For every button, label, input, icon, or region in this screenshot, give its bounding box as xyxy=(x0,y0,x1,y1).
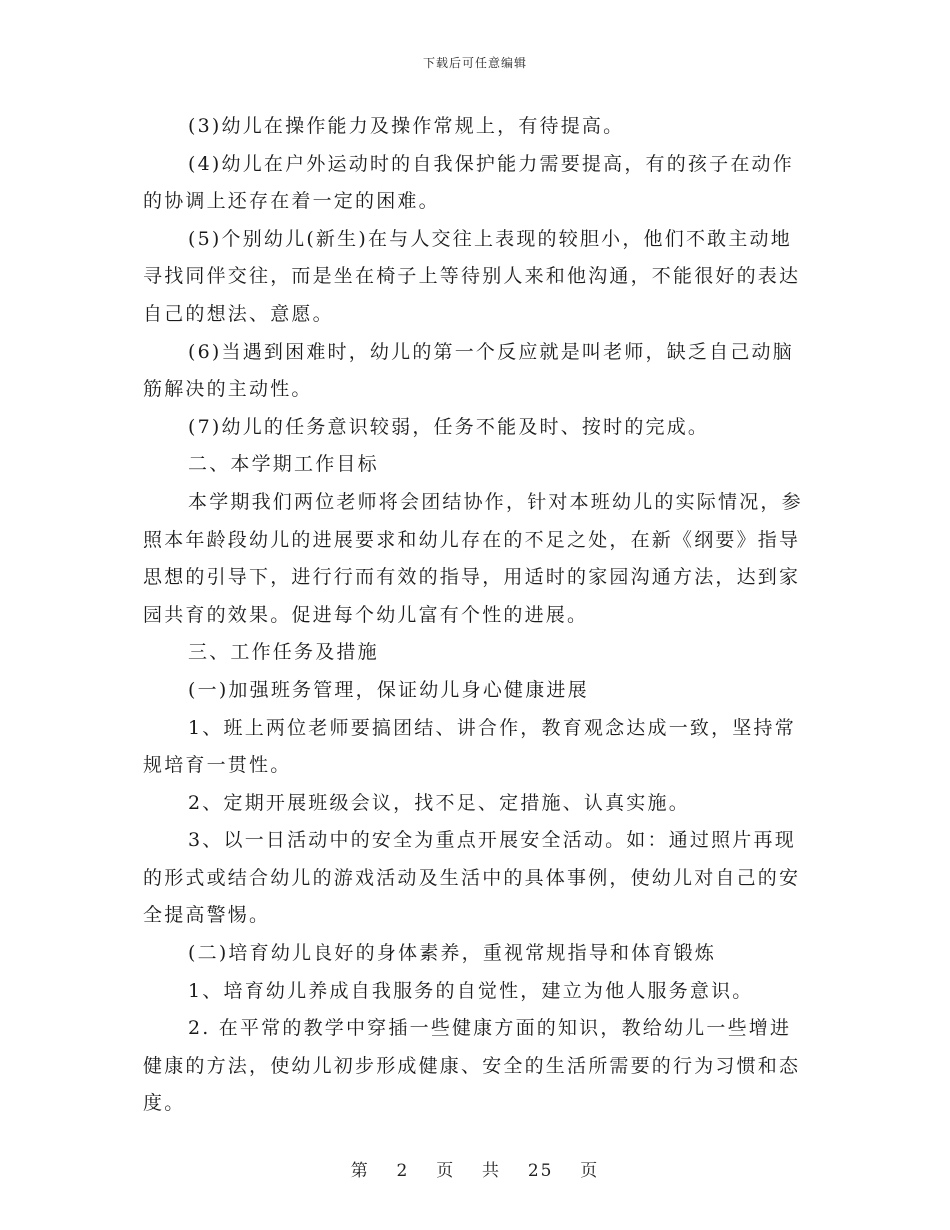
footer-total-word: 共 xyxy=(482,1161,501,1181)
page-footer xyxy=(0,1156,950,1181)
section-heading: 三、工作任务及措施 xyxy=(188,641,379,664)
page-header: 下载后可任意编辑 xyxy=(422,56,527,70)
current-page-number: 2 xyxy=(396,1161,410,1181)
paragraph: (4)幼儿在户外运动时的自我保护能力需要提高，有的孩子在动作的协调上还存在着一定的困难。 xyxy=(143,152,794,213)
subsection-heading: (二)培育幼儿良好的身体素养，重视常规指导和体育锻炼 xyxy=(188,942,717,965)
paragraph: (3)幼儿在操作能力及操作常规上，有待提高。 xyxy=(188,115,625,137)
paragraph: 2. 在平常的教学中穿插一些健康方面的知识，教给幼儿一些增进健康的方法，使幼儿初步形成健康、安全的生活所需要的行为习惯和态度。 xyxy=(143,1017,801,1115)
paragraph: (5)个别幼儿(新生)在与人交往上表现的较胆小，他们不敢主动地寻找同伴交往，而是坐在椅子上等待别人来和他沟通，不能很好的表达自己的想法、意愿。 xyxy=(143,227,801,325)
subsection-heading: (一)加强班务管理，保证幼儿身心健康进展 xyxy=(188,678,589,701)
footer-page-word: 页 xyxy=(436,1161,456,1181)
paragraph: 3、以一日活动中的安全为重点开展安全活动。如：通过照片再现的形式或结合幼儿的游戏活动及生活中的具体事例，使幼儿对自己的安全提高警惕。 xyxy=(143,829,801,927)
footer-prefix: 第 xyxy=(350,1161,370,1181)
paragraph: 本学期我们两位老师将会团结协作，针对本班幼儿的实际情况，参照本年龄段幼儿的进展要求和幼儿存在的不足之处，在新《纲要》指导思想的引导下，进行行而有效的指导，用适时的家园沟通方法，达到家园共育的效果。促进每个幼儿富有个性的进展。 xyxy=(143,490,803,626)
total-pages-number: 25 xyxy=(527,1161,554,1181)
footer-suffix: 页 xyxy=(580,1161,600,1181)
section-heading: 二、本学期工作目标 xyxy=(188,453,379,476)
paragraph: 1、培育幼儿养成自我服务的自觉性，建立为他人服务意识。 xyxy=(188,979,754,1002)
paragraph: 2、定期开展班级会议，找不足、定措施、认真实施。 xyxy=(188,791,690,814)
document-body xyxy=(143,108,808,1123)
paragraph: 1、班上两位老师要搞团结、讲合作，教育观念达成一致，坚持常规培育一贯性。 xyxy=(143,716,796,777)
paragraph: (6)当遇到困难时，幼儿的第一个反应就是叫老师，缺乏自己动脑筋解决的主动性。 xyxy=(143,340,794,401)
paragraph: (7)幼儿的任务意识较弱，任务不能及时、按时的完成。 xyxy=(188,415,710,438)
